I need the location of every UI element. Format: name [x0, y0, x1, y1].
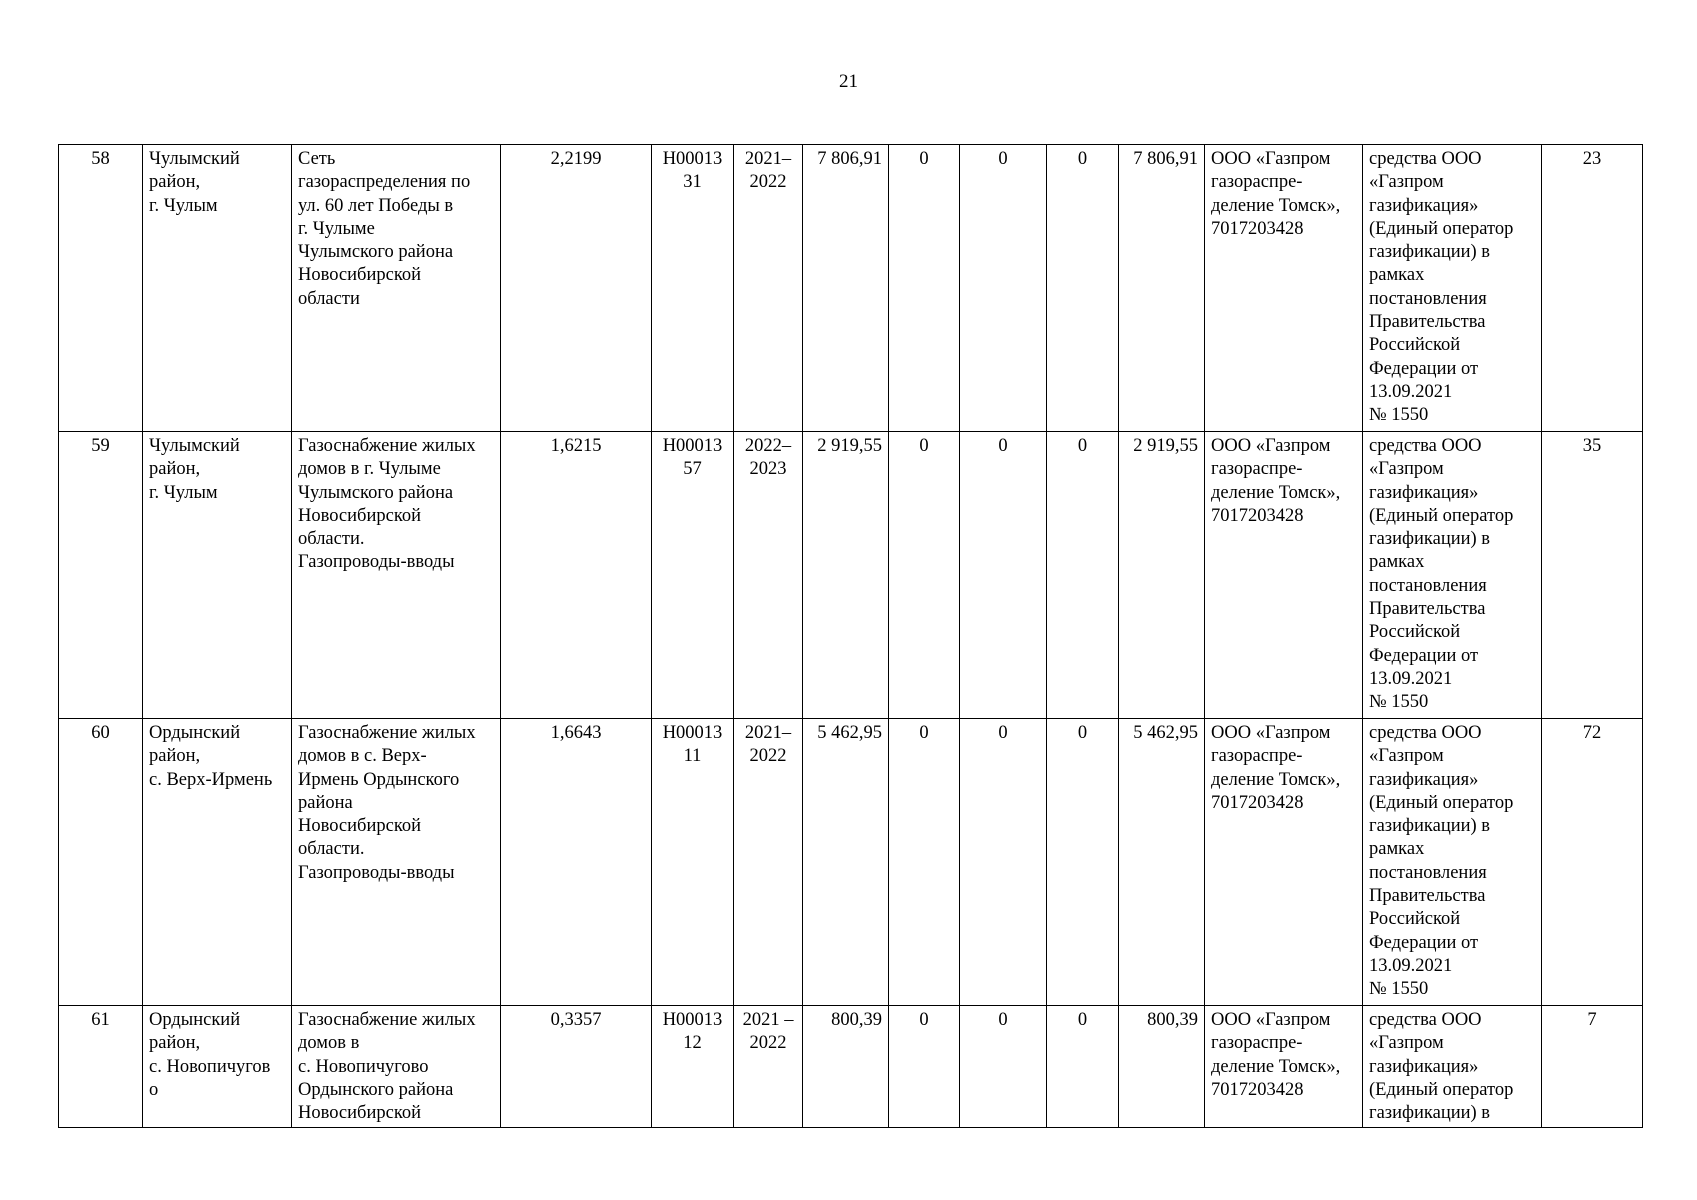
cell-number: 60 [59, 719, 143, 1006]
cell-value-3: 0 [1047, 1006, 1119, 1128]
cell-district: Чулымский район, г. Чулым [143, 145, 292, 432]
cell-length: 0,3357 [501, 1006, 652, 1128]
cell-object: Газоснабжение жилых домов в с. Верх- Ирмень Ордынского района Новосибирской области. Газопроводы-вводы [292, 719, 501, 1006]
cell-value-1: 0 [889, 719, 960, 1006]
cell-district: Чулымский район, г. Чулым [143, 432, 292, 719]
cell-number: 61 [59, 1006, 143, 1128]
cell-number: 59 [59, 432, 143, 719]
cell-value-3: 0 [1047, 145, 1119, 432]
cell-value-2: 0 [960, 719, 1047, 1006]
cell-total: 5 462,95 [803, 719, 889, 1006]
table-row [59, 719, 1643, 1006]
cell-code: Н00013 31 [652, 145, 734, 432]
cell-value-4: 2 919,55 [1119, 432, 1205, 719]
table-row [59, 145, 1643, 432]
cell-funding-source: средства ООО «Газпром газификация» (Единый оператор газификации) в [1363, 1006, 1542, 1128]
cell-funding-source: средства ООО «Газпром газификация» (Единый оператор газификации) в рамках постановления Правительства Российской Федерации от 13.09.2021 № 1550 [1363, 145, 1542, 432]
cell-object: Сеть газораспределения по ул. 60 лет Победы в г. Чулыме Чулымского района Новосибирской области [292, 145, 501, 432]
cell-district: Ордынский район, с. Верх-Ирмень [143, 719, 292, 1006]
cell-value-4: 800,39 [1119, 1006, 1205, 1128]
cell-value-2: 0 [960, 145, 1047, 432]
cell-funding-source: средства ООО «Газпром газификация» (Единый оператор газификации) в рамках постановления Правительства Российской Федерации от 13.09.2021 № 1550 [1363, 432, 1542, 719]
cell-value-3: 0 [1047, 432, 1119, 719]
cell-years: 2021 – 2022 [734, 1006, 803, 1128]
cell-district: Ордынский район, с. Новопичугов о [143, 1006, 292, 1128]
cell-number: 58 [59, 145, 143, 432]
cell-object: Газоснабжение жилых домов в с. Новопичугово Ордынского района Новосибирской [292, 1006, 501, 1128]
program-table [58, 144, 1643, 1128]
cell-value-4: 7 806,91 [1119, 145, 1205, 432]
cell-code: Н00013 11 [652, 719, 734, 1006]
cell-organization: ООО «Газпром газораспре- деление Томск», 7017203428 [1205, 719, 1363, 1006]
cell-object: Газоснабжение жилых домов в г. Чулыме Чулымского района Новосибирской области. Газопроводы-вводы [292, 432, 501, 719]
page-number: 21 [839, 71, 858, 92]
cell-value-2: 0 [960, 1006, 1047, 1128]
cell-length: 1,6215 [501, 432, 652, 719]
cell-count: 72 [1542, 719, 1643, 1006]
cell-value-1: 0 [889, 1006, 960, 1128]
cell-value-1: 0 [889, 145, 960, 432]
cell-value-3: 0 [1047, 719, 1119, 1006]
cell-count: 7 [1542, 1006, 1643, 1128]
cell-length: 2,2199 [501, 145, 652, 432]
cell-code: Н00013 57 [652, 432, 734, 719]
cell-total: 7 806,91 [803, 145, 889, 432]
cell-years: 2022– 2023 [734, 432, 803, 719]
table-row [59, 1006, 1643, 1128]
cell-total: 2 919,55 [803, 432, 889, 719]
cell-value-2: 0 [960, 432, 1047, 719]
cell-years: 2021– 2022 [734, 719, 803, 1006]
cell-organization: ООО «Газпром газораспре- деление Томск», 7017203428 [1205, 1006, 1363, 1128]
cell-total: 800,39 [803, 1006, 889, 1128]
cell-count: 23 [1542, 145, 1643, 432]
table-row [59, 432, 1643, 719]
cell-code: Н00013 12 [652, 1006, 734, 1128]
cell-count: 35 [1542, 432, 1643, 719]
cell-years: 2021– 2022 [734, 145, 803, 432]
cell-organization: ООО «Газпром газораспре- деление Томск», 7017203428 [1205, 432, 1363, 719]
cell-funding-source: средства ООО «Газпром газификация» (Единый оператор газификации) в рамках постановления Правительства Российской Федерации от 13.09.2021 № 1550 [1363, 719, 1542, 1006]
cell-organization: ООО «Газпром газораспре- деление Томск», 7017203428 [1205, 145, 1363, 432]
cell-length: 1,6643 [501, 719, 652, 1006]
cell-value-4: 5 462,95 [1119, 719, 1205, 1006]
cell-value-1: 0 [889, 432, 960, 719]
